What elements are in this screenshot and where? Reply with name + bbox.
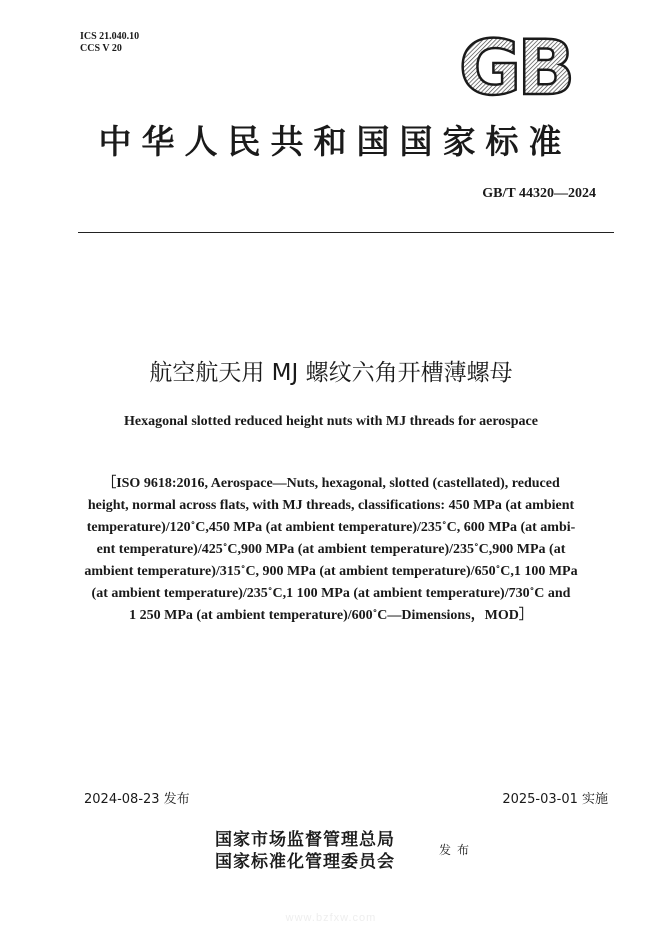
iso-reference-line: temperature)/120˚C,450 MPa (at ambient temperature)/235˚C, 600 MPa (at ambi- bbox=[86, 520, 576, 535]
divider-line bbox=[78, 232, 614, 233]
iso-reference-line: ent temperature)/425˚C,900 MPa (at ambient temperature)/235˚C,900 MPa (at bbox=[96, 542, 566, 557]
classification-codes bbox=[80, 31, 139, 55]
iso-reference bbox=[66, 473, 596, 627]
ics-code: ICS 21.040.10 bbox=[80, 31, 140, 42]
iso-reference-line: 1 250 MPa (at ambient temperature)/600˚C—Dimensions，MOD］ bbox=[129, 608, 533, 623]
ccs-code: CCS V 20 bbox=[80, 43, 122, 54]
national-standard-title: 中华人民共和国国家标准 bbox=[98, 122, 572, 161]
standard-number: GB/T 44320—2024 bbox=[482, 186, 596, 201]
iso-reference-line: ［ISO 9618:2016, Aerospace—Nuts, hexagonal, slotted (castellated), reduced bbox=[102, 476, 560, 491]
iso-reference-line: ambient temperature)/315˚C, 900 MPa (at ambient temperature)/650˚C,1 100 MPa bbox=[84, 564, 578, 579]
iso-reference-line: height, normal across flats, with MJ threads, classifications: 450 MPa (at ambient bbox=[87, 498, 575, 513]
chinese-title: 航空航天用 MJ 螺纹六角开槽薄螺母 bbox=[149, 360, 513, 386]
gb-logo-text: GB bbox=[458, 32, 572, 102]
watermark: www.bzfxw.com bbox=[285, 912, 377, 924]
implementation-date: 2025-03-01 实施 bbox=[502, 792, 608, 807]
issuer-sac: 国家标准化管理委员会 bbox=[215, 852, 395, 872]
publish-label: 发布 bbox=[439, 843, 476, 857]
issuer-samr: 国家市场监督管理总局 bbox=[215, 830, 395, 850]
english-title: Hexagonal slotted reduced height nuts with MJ threads for aerospace bbox=[124, 414, 538, 429]
gb-logo bbox=[452, 32, 578, 102]
iso-reference-line: (at ambient temperature)/235˚C,1 100 MPa (at ambient temperature)/730˚C and bbox=[91, 586, 571, 601]
issuing-authorities bbox=[215, 829, 395, 873]
issue-date: 2024-08-23 发布 bbox=[84, 792, 190, 807]
